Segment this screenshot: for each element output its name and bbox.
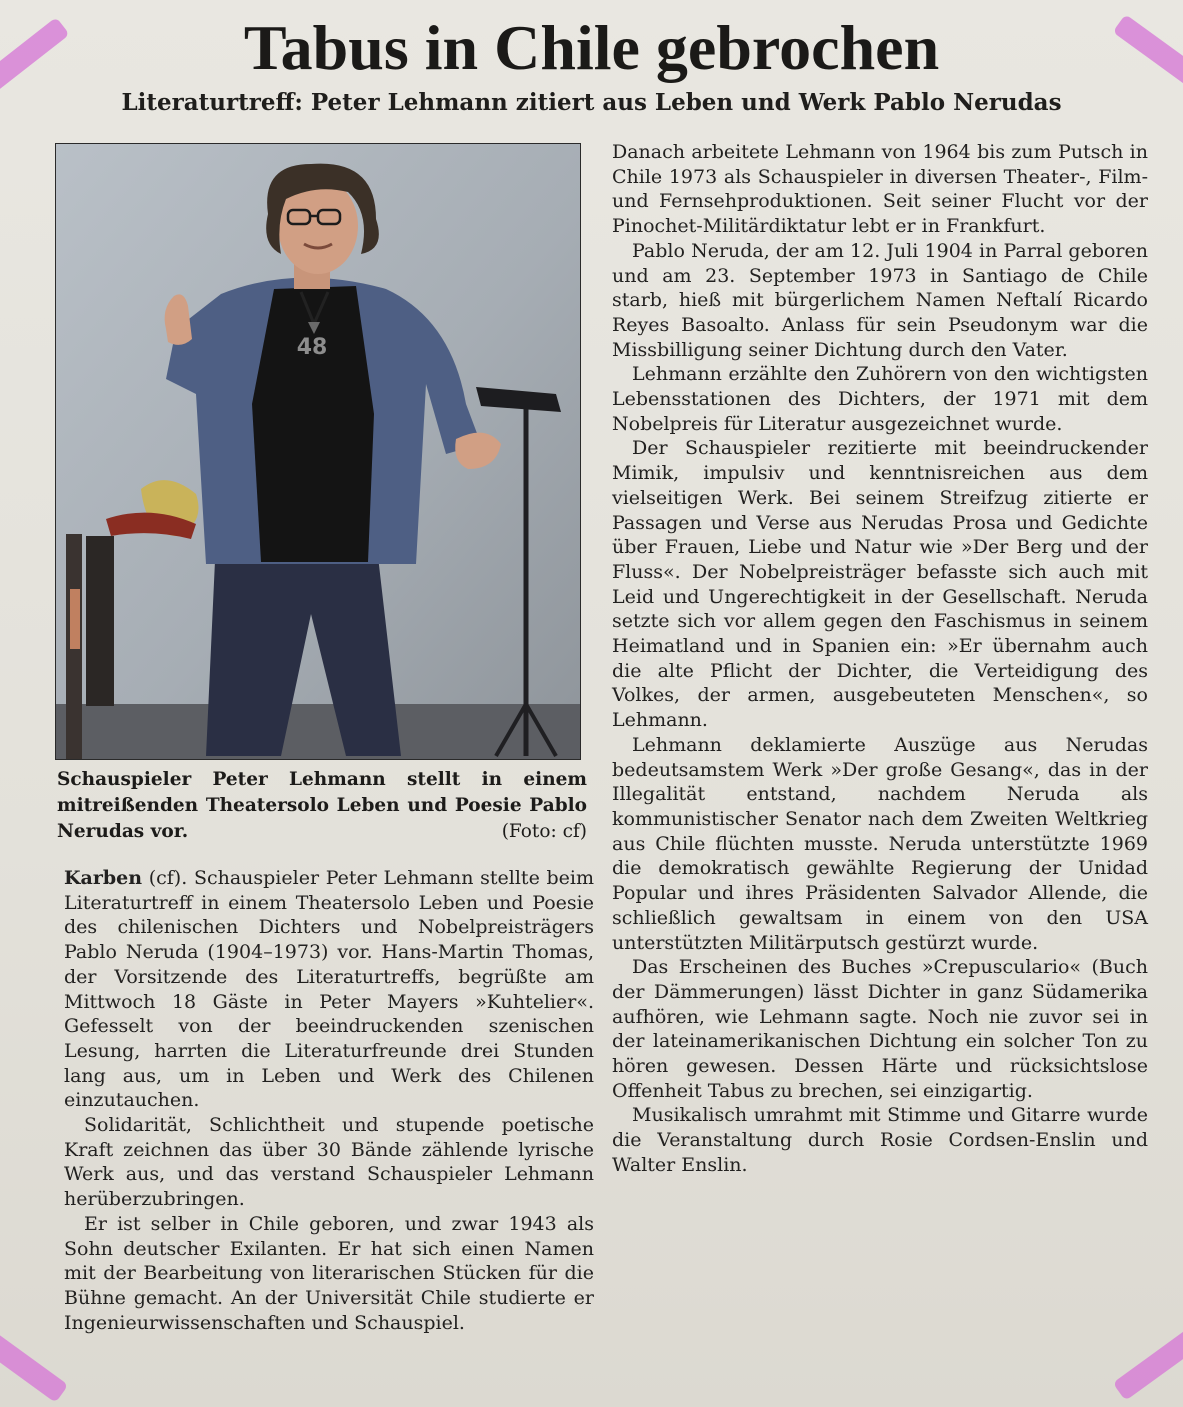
article-paragraph: Lehmann deklamierte Auszüge aus Nerudas bedeutsamstem Werk »Der große Gesang«, das in der Illegalität entstand, nachdem Neruda als kommunistischer Senator nach dem Zweiten Weltkrieg aus Chile flüchten musste. Neruda unterstützte 1969 die demokratisch gewählte Regierung der Unidad Popular und ihres Präsidenten Salvador Allende, die schließlich gewaltsam in einem von den USA unterstützten Militärputsch gestürzt wurde.: [612, 733, 1148, 954]
subheadline: Literaturtreff: Peter Lehmann zitiert aus Leben und Werk Pablo Nerudas: [121, 89, 1062, 116]
article-column-left: [64, 866, 594, 1335]
article-paragraph: Lehmann erzählte den Zuhörern von den wichtigsten Lebensstationen des Dichters, der 1971 mit dem Nobelpreis für Literatur ausgezeichnet wurde.: [612, 363, 1148, 435]
headline: Tabus in Chile gebrochen: [243, 12, 940, 83]
press-photo: [55, 143, 581, 760]
photo-caption: [57, 767, 587, 845]
shirt-number: 48: [296, 335, 328, 360]
article-column-right: [612, 140, 1148, 1178]
highlighter-mark-bottom-left: [0, 1329, 68, 1403]
article-paragraph: Danach arbeitete Lehmann von 1964 bis zum Putsch in Chile 1973 als Schauspieler in diversen Theater-, Film- und Fernsehproduktionen. Seit seiner Flucht vor der Pinochet-Militärdiktatur lebt er in Frankfurt.: [612, 141, 1148, 238]
dateline-place: Karben: [64, 867, 143, 889]
article-paragraph: Pablo Neruda, der am 12. Juli 1904 in Parral geboren und am 23. September 1973 in Santiago de Chile starb, hieß mit bürgerlichem Namen Neftalí Ricardo Reyes Basoalto. Anlass für sein Pseudonym war die Missbilligung seiner Dichtung durch den Vater.: [612, 239, 1148, 361]
highlighter-mark-bottom-right: [1113, 1327, 1183, 1401]
article-paragraph: Solidarität, Schlichtheit und stupende poetische Kraft zeichnen das über 30 Bände zählende lyrische Werk aus, und das verstand Schauspieler Lehmann herüberzubringen.: [64, 1114, 594, 1211]
caption-text: Schauspieler Peter Lehmann stellt in einem mitreißenden Theatersolo Leben und Poesie Pablo Nerudas vor.: [57, 769, 587, 842]
article-paragraph: Er ist selber in Chile geboren, und zwar 1943 als Sohn deutscher Exilanten. Er hat sich einen Namen mit der Bearbeitung von literarischen Stücken für die Bühne gemacht. An der Universität Chile studierte er Ingenieurwissenschaften und Schauspiel.: [64, 1212, 594, 1334]
dateline-paragraph-text: (cf). Schauspieler Peter Lehmann stellte beim Literaturtreff in einem Theatersolo Leben und Poesie des chilenischen Dichters und Nobelpreisträgers Pablo Neruda (1904–1973) vor. Hans-Martin Thomas, der Vorsitzende des Literaturtreffs, begrüßte am Mittwoch 18 Gäste in Peter Mayers »Kuhtelier«. Gefesselt von der beeindruckenden szenischen Lesung, harrten die Literaturfreunde drei Stunden lang aus, um in Leben und Werk des Chilenen einzutauchen.: [64, 867, 594, 1112]
article-paragraph: Der Schauspieler rezitierte mit beeindruckender Mimik, impulsiv und kenntnisreichen aus dem vielseitigen Werk. Bei seinem Streifzug zitierte er Passagen und Verse aus Nerudas Prosa und Gedichte über Frauen, Liebe und Natur wie »Der Berg und der Fluss«. Der Nobelpreisträger befasste sich auch mit Leid und Ungerechtigkeit in der Gesellschaft. Neruda setzte sich vor allem gegen den Faschismus in seinem Heimatland und in Spanien ein: »Er übernahm auch die alte Pflicht der Dichter, die Verteidigung des Volkes, der armen, ausgebeuteten Menschen«, so Lehmann.: [612, 437, 1148, 732]
photo-credit: (Foto: cf): [501, 821, 587, 842]
article-paragraph: Musikalisch umrahmt mit Stimme und Gitarre wurde die Veranstaltung durch Rosie Cordsen-Enslin und Walter Enslin.: [612, 1104, 1148, 1176]
article-paragraph: [64, 866, 594, 1113]
article-paragraph: Das Erscheinen des Buches »Crepusculario« (Buch der Dämmerungen) lässt Dichter in ganz Südamerika aufhören, wie Lehmann sagte. Noch nie zuvor sei in der lateinamerikanischen Dichtung ein solcher Ton zu hören gewesen. Dessen Härte und rücksichtslose Offenheit Tabus zu brechen, sei einzigartig.: [612, 956, 1148, 1102]
